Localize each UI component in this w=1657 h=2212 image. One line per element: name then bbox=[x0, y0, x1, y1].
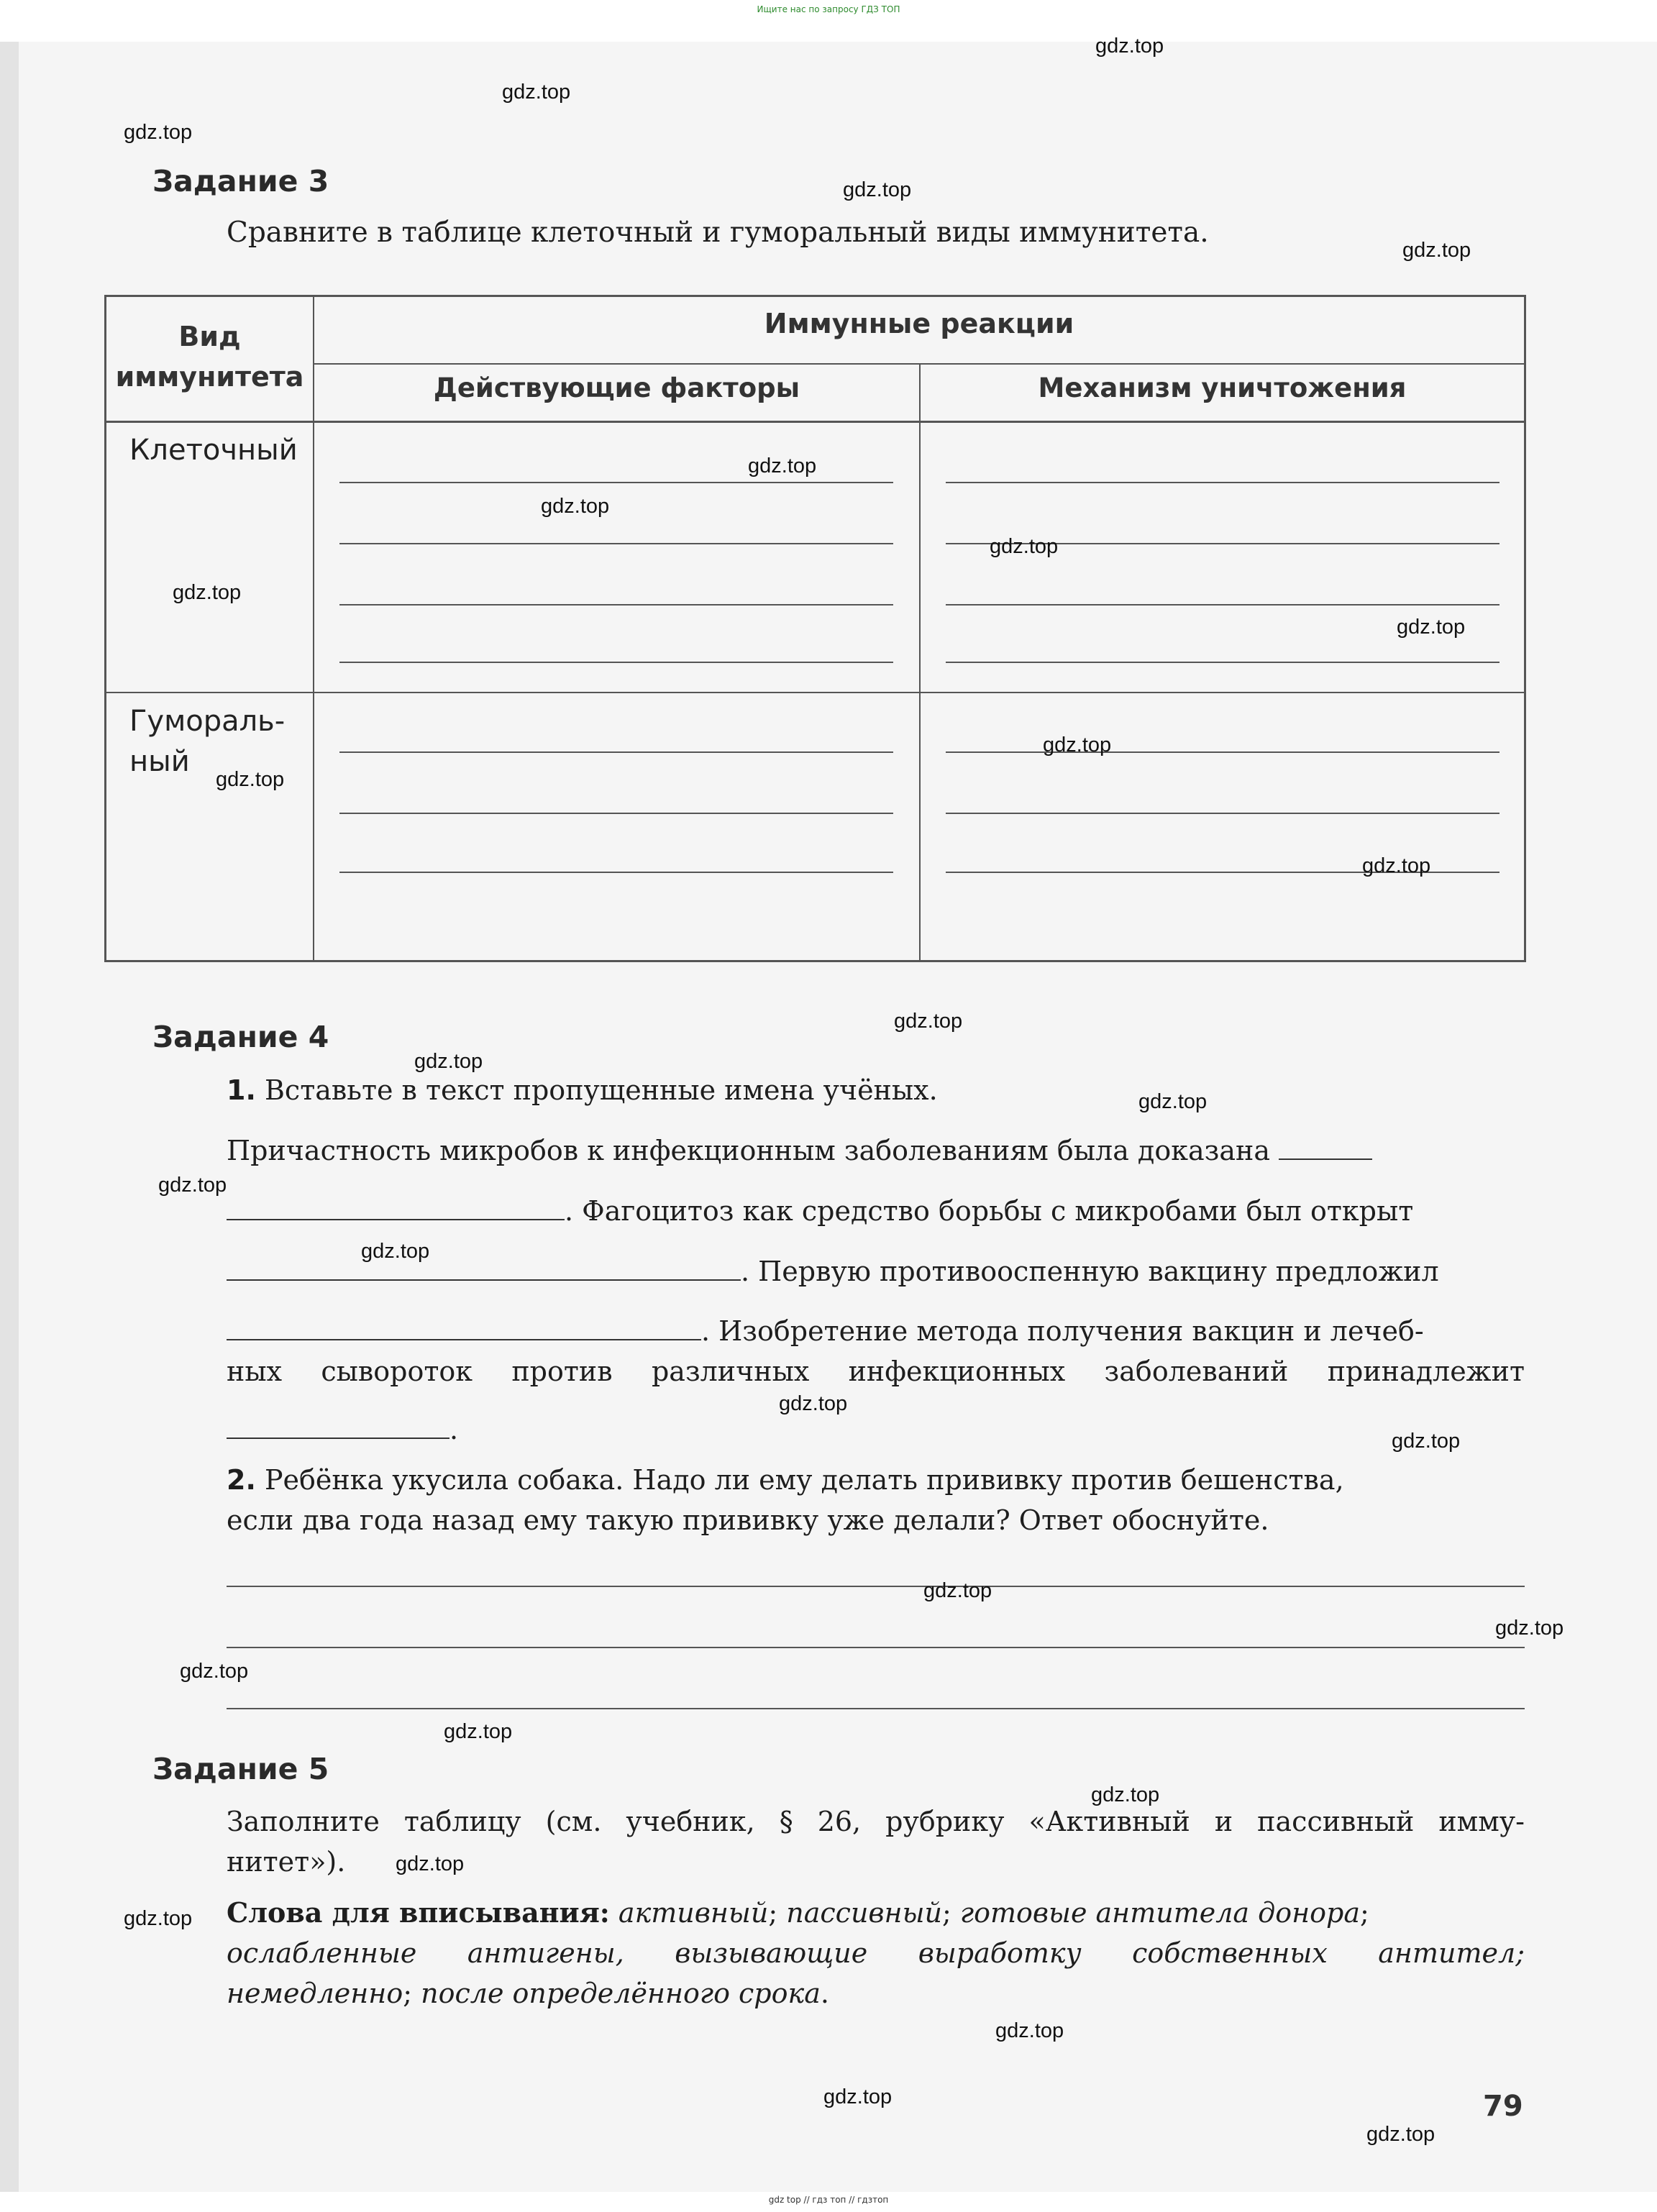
watermark[interactable]: gdz.top bbox=[396, 1852, 465, 1875]
task3-instruction: Сравните в таблице клеточный и гуморальный виды иммунитета. bbox=[227, 216, 1209, 249]
watermark[interactable]: gdz.top bbox=[1091, 1783, 1160, 1806]
answer-line[interactable] bbox=[227, 1647, 1525, 1648]
watermark[interactable]: gdz.top bbox=[216, 768, 285, 791]
blank-scientist-3[interactable] bbox=[227, 1315, 701, 1340]
scientists-text-line5: ных сывороток против различных инфекционных заболеваний принадлежит bbox=[227, 1356, 1525, 1387]
words-line3: немедленно; после определённого срока. bbox=[227, 1978, 829, 2009]
scientists-text-line1: Причастность микробов к инфекционным заболеваниям была доказана bbox=[227, 1130, 1372, 1171]
scientists-text-line2: . Фагоцитоз как средство борьбы с микробами был открыт bbox=[227, 1191, 1413, 1231]
words-line2: ослабленные антигены, вызывающие выработку собственных антител; bbox=[227, 1937, 1525, 1969]
scientists-text-line3: . Первую противооспенную вакцину предложил bbox=[227, 1251, 1439, 1292]
immune-reactions-header: Иммунные реакции bbox=[764, 308, 1074, 339]
word: активный bbox=[618, 1897, 769, 1929]
answer-line[interactable] bbox=[339, 604, 893, 605]
blank-scientist-4[interactable] bbox=[227, 1413, 449, 1439]
watermark[interactable]: gdz.top bbox=[843, 178, 912, 201]
answer-line[interactable] bbox=[946, 662, 1499, 663]
task4-question1: 1. Вставьте в текст пропущенные имена учёных. bbox=[227, 1074, 938, 1106]
answer-line[interactable] bbox=[339, 813, 893, 814]
watermark[interactable]: gdz.top bbox=[1138, 1090, 1208, 1113]
answer-line[interactable] bbox=[946, 482, 1499, 483]
task5-title: Задание 5 bbox=[152, 1752, 329, 1786]
watermark[interactable]: gdz.top bbox=[361, 1240, 430, 1263]
task5-instruction-line2: нитет»). bbox=[227, 1846, 346, 1878]
answer-line[interactable] bbox=[339, 482, 893, 483]
watermark[interactable]: gdz.top bbox=[1495, 1617, 1564, 1640]
row-cellular-label: Клеточный bbox=[129, 434, 298, 467]
mechanism-header: Механизм уничтожения bbox=[1038, 373, 1407, 403]
blank-scientist-1[interactable] bbox=[1279, 1134, 1372, 1160]
watermark[interactable]: gdz.top bbox=[444, 1720, 513, 1743]
word: готовые антитела донора bbox=[959, 1897, 1361, 1929]
watermark[interactable]: gdz.top bbox=[173, 581, 242, 604]
watermark[interactable]: gdz.top bbox=[180, 1660, 249, 1683]
watermark[interactable]: gdz.top bbox=[1095, 35, 1164, 58]
words-line1: Слова для вписывания: активный; пассивный; готовые антитела донора; bbox=[227, 1896, 1369, 1929]
answer-line[interactable] bbox=[339, 543, 893, 544]
answer-line[interactable] bbox=[339, 751, 893, 753]
word: немедленно bbox=[227, 1978, 403, 2009]
answer-line[interactable] bbox=[946, 813, 1499, 814]
watermark[interactable]: gdz.top bbox=[923, 1579, 992, 1602]
watermark[interactable]: gdz.top bbox=[1362, 854, 1431, 877]
task4-question2: 2. Ребёнка укусила собака. Надо ли ему делать прививку против бешенства, bbox=[227, 1464, 1344, 1496]
task4-question2-cont: если два года назад ему такую прививку уже делали? Ответ обоснуйте. bbox=[227, 1504, 1269, 1536]
word: после определённого срока bbox=[421, 1978, 821, 2009]
blank-scientist-2[interactable] bbox=[227, 1255, 741, 1281]
watermark[interactable]: gdz.top bbox=[124, 121, 193, 144]
answer-line[interactable] bbox=[227, 1586, 1525, 1587]
watermark[interactable]: gdz.top bbox=[1397, 616, 1466, 639]
blank-scientist-1b[interactable] bbox=[227, 1194, 565, 1220]
watermark[interactable]: gdz.top bbox=[748, 454, 817, 477]
answer-line[interactable] bbox=[339, 872, 893, 873]
words-label: Слова для вписывания: bbox=[227, 1896, 610, 1929]
bottom-note: gdz top // гдз топ // гдзтоп bbox=[768, 2195, 889, 2205]
watermark[interactable]: gdz.top bbox=[124, 1907, 193, 1930]
scan-edge bbox=[0, 42, 19, 2192]
watermark[interactable]: gdz.top bbox=[823, 2085, 893, 2108]
answer-line[interactable] bbox=[339, 662, 893, 663]
answer-line[interactable] bbox=[946, 751, 1499, 753]
scientists-text-line6: . bbox=[227, 1409, 458, 1450]
watermark[interactable]: gdz.top bbox=[990, 535, 1059, 558]
word: пассивный bbox=[786, 1897, 942, 1929]
watermark[interactable]: gdz.top bbox=[1043, 733, 1112, 757]
task5-instruction-line1: Заполните таблицу (см. учебник, § 26, рубрику «Активный и пассивный имму- bbox=[227, 1806, 1525, 1837]
watermark[interactable]: gdz.top bbox=[414, 1050, 483, 1073]
answer-line[interactable] bbox=[227, 1708, 1525, 1709]
watermark[interactable]: gdz.top bbox=[158, 1174, 227, 1197]
watermark[interactable]: gdz.top bbox=[894, 1010, 963, 1033]
watermark[interactable]: gdz.top bbox=[541, 495, 610, 518]
scientists-text-line4: . Изобретение метода получения вакцин и лечеб- bbox=[227, 1311, 1424, 1351]
watermark[interactable]: gdz.top bbox=[502, 81, 571, 104]
watermark[interactable]: gdz.top bbox=[1402, 239, 1471, 262]
watermark[interactable]: gdz.top bbox=[1366, 2123, 1435, 2146]
watermark[interactable]: gdz.top bbox=[995, 2019, 1064, 2042]
answer-line[interactable] bbox=[946, 604, 1499, 605]
watermark[interactable]: gdz.top bbox=[779, 1392, 848, 1415]
column-type-header: Вид иммунитета bbox=[115, 321, 304, 393]
task4-title: Задание 4 bbox=[152, 1020, 329, 1054]
factors-header: Действующие факторы bbox=[433, 373, 800, 403]
watermark[interactable]: gdz.top bbox=[1392, 1430, 1461, 1453]
top-search-note[interactable]: Ищите нас по запросу ГДЗ ТОП bbox=[757, 4, 900, 14]
row-humoral-label: Гумораль- ный bbox=[129, 705, 286, 778]
task3-title: Задание 3 bbox=[152, 164, 329, 198]
page-number: 79 bbox=[1483, 2090, 1523, 2123]
